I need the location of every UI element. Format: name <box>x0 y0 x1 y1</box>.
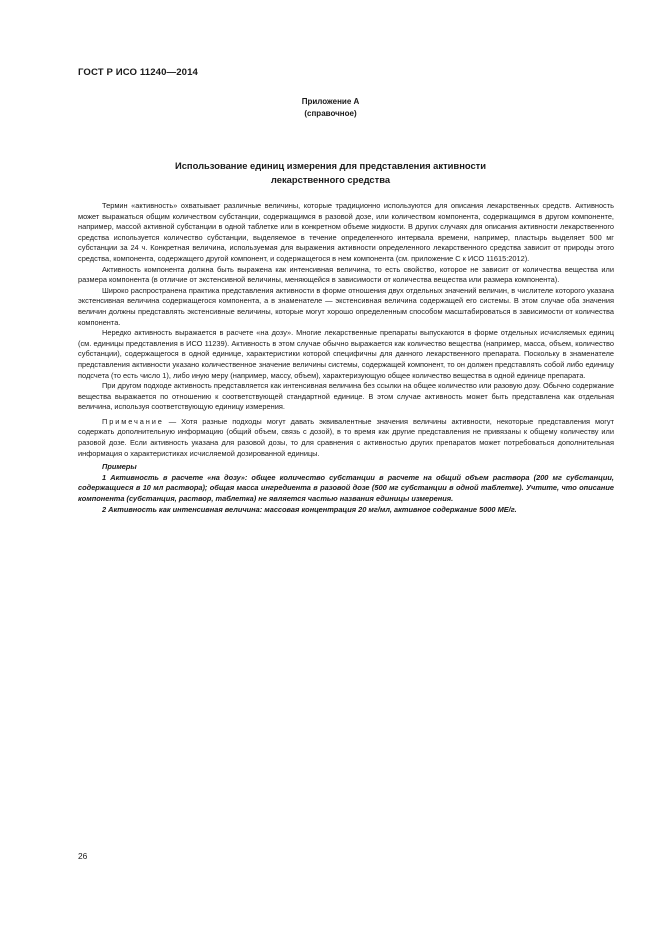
appendix-heading <box>0 96 661 120</box>
paragraph: Широко распространена практика представления активности в форме отношения двух отдельных значений величин, в числителе которого указана экстенсивная величина содержащегося компонента, а в знаменателе — экстенсивная величина содержащей его системы. В этом случае оба значения величин должны представлять экстенсивные величины, которые могут хорошо определенным способом масштабироваться в зависимости от количества компонента. <box>78 285 614 327</box>
note-label: Примечание <box>102 416 164 426</box>
note <box>78 417 614 459</box>
appendix-title: Приложение А <box>301 97 360 106</box>
example-item: 2 Активность как интенсивная величина: массовая концентрация 20 мг/мл, активное содержание 5000 МЕ/г. <box>102 504 517 514</box>
paragraph: Активность компонента должна быть выражена как интенсивная величина, то есть свойство, которое не зависит от количества вещества или размера компонента (в отличие от экстенсивной величины, меняющейся в зависимости от количества вещества или размера компонента). <box>78 264 614 285</box>
section-title-line2: лекарственного средства <box>270 174 391 185</box>
example-item: 1 Активность в расчете «на дозу»: общее количество субстанции в расчете на общий объем раствора (200 мг субстанции, содержащиеся в 10 мл раствора); общая масса ингредиента в разовой дозе (500 мг субстанции в одной таблетке). Учтите, что описание компонента (субстанция, раствор, таблетка) не является частью названия единицы измерения. <box>78 472 614 504</box>
document-body <box>78 201 614 515</box>
appendix-type: (справочное) <box>304 109 357 118</box>
examples-heading: Примеры <box>102 462 137 472</box>
paragraph: Нередко активность выражается в расчете «на дозу». Многие лекарственные препараты выпускаются в форме отдельных исчисляемых единиц (см. единицы представления в ИСО 11239). Активность в этом случае обычно выражается как количество вещества (например, масса, объем, количество субстанции), содержащегося в одной единице, характеристики которой специфичны для данного лекарственного препарата. Поскольку в знаменателе представления активности указано количественное значение величины системы, содержащей компонент, то он должен представлять собой либо единицу подсчета (то есть число 1), либо иную меру (например, массу, объем), характеризующую общее количество вещества в одной единице препарата. <box>78 328 614 380</box>
paragraph: Термин «активность» охватывает различные величины, которые традиционно используются для описания лекарственных средств. Активность может выражаться общим количеством субстанции, содержащимся в разовой дозе, или количеством компонента, содержащимся в другом компоненте, например, массой активной субстанции в одной таблетке или в конкретном объеме жидкости. В других случаях для описания активности лекарственного средства используется количество субстанции, выделяемое в течение определенного интервала времени, например, пластырь выделяет 500 мг субстанции за 24 ч. Конкретная величина, используемая для выражения активности определенного лекарственного средства зависит от природы этого средства, компонента, содержащего другой компонент, и содержащегося в нем компонента (см. приложение С к ИСО 11615:2012). <box>78 201 614 263</box>
section-title <box>0 159 661 187</box>
page-number: 26 <box>78 851 88 861</box>
standard-header: ГОСТ Р ИСО 11240—2014 <box>78 67 198 78</box>
section-title-line1: Использование единиц измерения для представления активности <box>174 160 487 171</box>
note-text: Хотя разные подходы могут давать эквивалентные значения величины активности, некоторые представления могут содержать дополнительную информацию (общий объем, связь с дозой), в то время как другие представления не привязаны к общему количеству или разовой дозе. Если активность указана для разовой дозы, то для сравнения с активностью других препаратов может потребоваться дополнительная информация о характеристиках исчисляемой дозированной единицы. <box>78 416 614 458</box>
note-dash: — <box>163 416 182 426</box>
paragraph: При другом подходе активность представляется как интенсивная величина без ссылки на общее количество или разовую дозу. Обычно содержание вещества выражается по отношению к соответствующей стандартной единице. В этом случае активность может быть представлена как отдельная величина, используя соответствующую единицу измерения. <box>78 381 614 412</box>
